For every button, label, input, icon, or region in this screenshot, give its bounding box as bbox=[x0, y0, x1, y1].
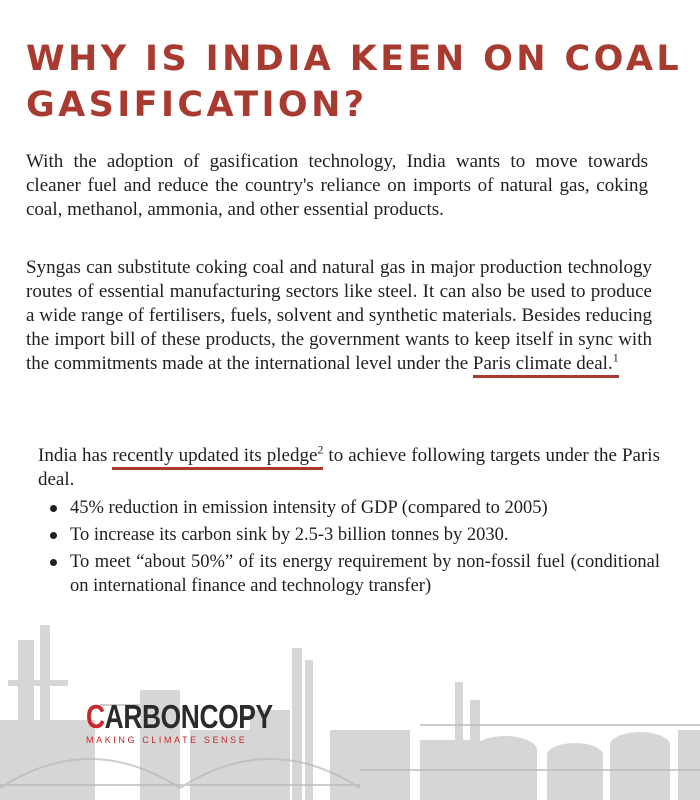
list-item-text: To increase its carbon sink by 2.5-3 billion tonnes by 2030. bbox=[70, 525, 509, 545]
pledge-suffix: to achieve following targets under the Paris deal. bbox=[38, 445, 660, 490]
page-title: WHY IS INDIA KEEN ON COAL GASIFICATION? bbox=[26, 39, 683, 125]
pledge-link-label: recently updated its pledge bbox=[112, 445, 318, 466]
updated-pledge-link[interactable] bbox=[112, 442, 324, 470]
logo-name: ARBONCOPY bbox=[104, 698, 273, 735]
bullet-icon bbox=[50, 505, 57, 512]
list-item-text: To meet “about 50%” of its energy requirement by non-fossil fuel (conditional on international finance and technology transfer) bbox=[70, 552, 660, 596]
logo-initial: C bbox=[86, 698, 105, 735]
logo-tagline: MAKING CLIMATE SENSE bbox=[86, 735, 248, 745]
footnote-1: 1 bbox=[612, 350, 619, 365]
list-item bbox=[42, 550, 660, 598]
carboncopy-logo bbox=[86, 700, 319, 745]
targets-list bbox=[42, 496, 660, 601]
syngas-text: Syngas can substitute coking coal and natural gas in major production technology routes of essential manufacturing sectors like steel. It can also be used to produce a wide range of fertilisers, fuels, solvent and synthetic materials. Besides reducing the import bill of these products, the government wants to keep itself in sync with the commitments made at the international level under the bbox=[26, 257, 652, 374]
pledge-paragraph bbox=[38, 444, 660, 492]
list-item bbox=[42, 496, 660, 520]
paris-climate-deal-link[interactable] bbox=[472, 350, 619, 378]
bullet-icon bbox=[50, 532, 57, 539]
bullet-icon bbox=[50, 559, 57, 566]
pledge-prefix: India has bbox=[38, 445, 113, 466]
logo-wordmark bbox=[86, 700, 273, 734]
list-item-text: 45% reduction in emission intensity of GDP (compared to 2005) bbox=[70, 498, 548, 518]
syngas-paragraph bbox=[26, 256, 652, 376]
list-item bbox=[42, 523, 660, 547]
footnote-2: 2 bbox=[317, 442, 324, 457]
paris-link-label: Paris climate deal. bbox=[472, 353, 613, 374]
intro-paragraph: With the adoption of gasification technology, India wants to move towards cleaner fuel and reduce the country's reliance on imports of natural gas, coking coal, methanol, ammonia, and other essential products. bbox=[26, 151, 648, 220]
